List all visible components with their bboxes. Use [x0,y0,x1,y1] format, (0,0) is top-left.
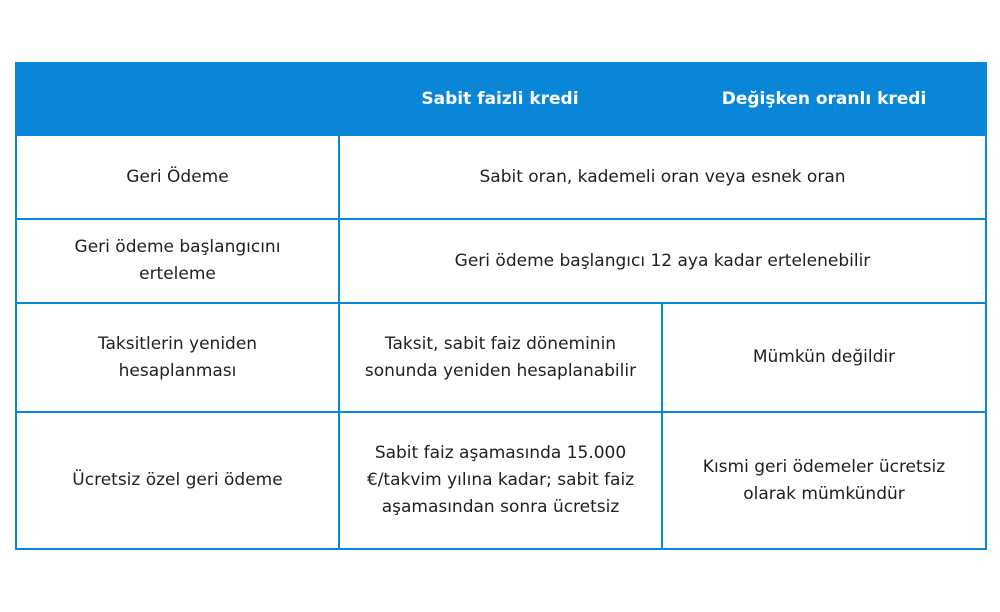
row-fixed-rate-value: Sabit faiz aşamasında 15.000 €/takvim yılına kadar; sabit faiz aşamasından sonra ücretsiz [339,412,662,549]
header-fixed-rate: Sabit faizli kredi [339,63,662,135]
row-merged-value: Geri ödeme başlangıcı 12 aya kadar ertelenebilir [339,219,986,303]
header-variable-rate: Değişken oranlı kredi [662,63,986,135]
table-row [16,135,986,219]
table-row [16,412,986,549]
row-label: Geri ödeme başlangıcını erteleme [16,219,339,303]
row-variable-rate-value: Mümkün değildir [662,303,986,412]
row-fixed-rate-value: Taksit, sabit faiz döneminin sonunda yeniden hesaplanabilir [339,303,662,412]
row-variable-rate-value: Kısmi geri ödemeler ücretsiz olarak mümkündür [662,412,986,549]
row-merged-value: Sabit oran, kademeli oran veya esnek oran [339,135,986,219]
row-label: Ücretsiz özel geri ödeme [16,412,339,549]
row-label: Taksitlerin yeniden hesaplanması [16,303,339,412]
row-label: Geri Ödeme [16,135,339,219]
header-row [16,63,986,135]
table-row [16,303,986,412]
header-corner [16,63,339,135]
comparison-table [15,62,987,550]
table-row [16,219,986,303]
